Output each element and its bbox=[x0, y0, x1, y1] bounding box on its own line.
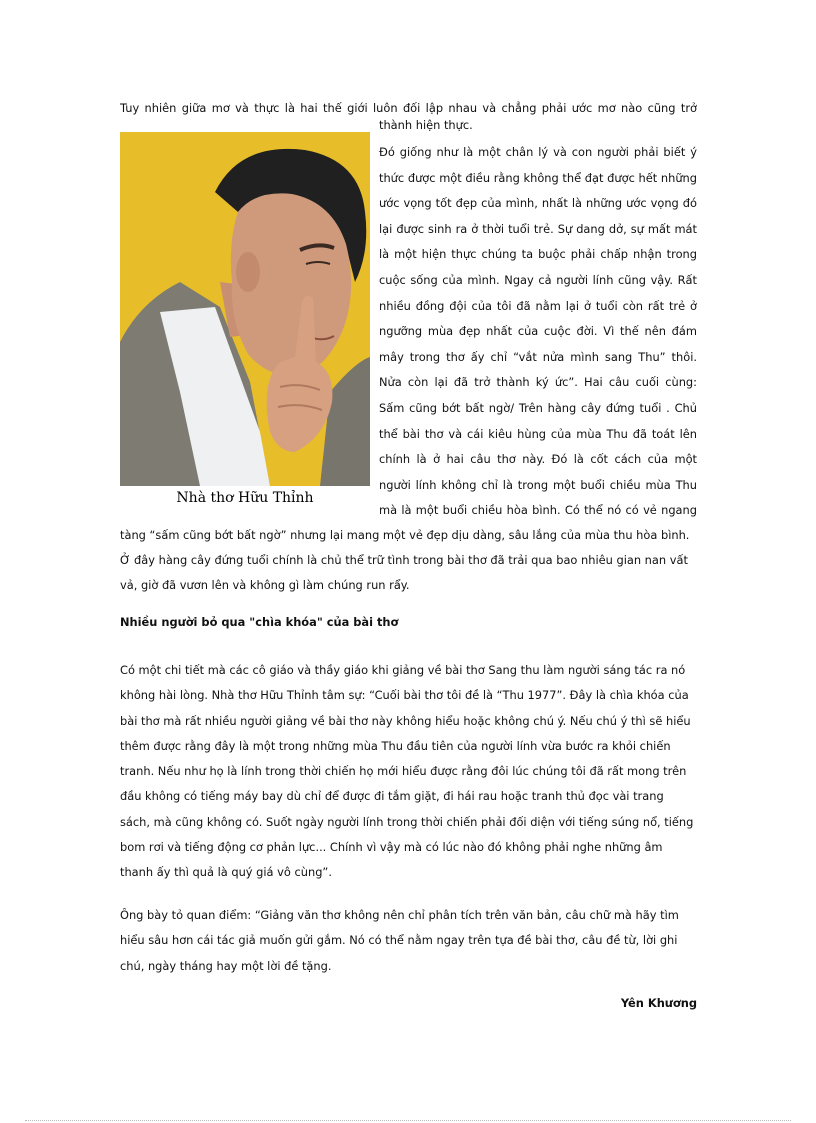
paragraph-line: không hài lòng. Nhà thơ Hữu Thỉnh tâm sự: “Cuối bài thơ tôi đề là “Thu 1977”. Đây là chìa khóa của bbox=[120, 688, 689, 703]
column-line: thể bài thơ và cái kiêu hùng của mùa Thu đã toát lên bbox=[379, 426, 697, 441]
column-line: thức được một điều rằng không thể đạt được hết những bbox=[379, 170, 697, 185]
column-line: Sấm cũng bớt bất ngờ/ Trên hàng cây đứng tuổi . Chủ bbox=[379, 400, 697, 415]
column-line: Nửa còn lại đã trở thành ký ức”. Hai câu cuối cùng: bbox=[379, 375, 697, 390]
intro-line-2: thành hiện thực. bbox=[379, 118, 473, 132]
column-line: chính là ở hai câu thơ này. Đó là cốt cách của một bbox=[379, 452, 697, 467]
paragraph-key-detail bbox=[120, 658, 697, 886]
paragraph-line: hiểu sâu hơn cái tác giả muốn gửi gắm. Nó có thể nằm ngay trên tựa đề bài thơ, câu đề từ, lời ghi bbox=[120, 933, 678, 948]
column-line: mà là một buổi chiều hòa bình. Có thể nó có vẻ ngang bbox=[379, 503, 697, 518]
poet-photo bbox=[120, 132, 370, 486]
author-signature: Yên Khương bbox=[620, 996, 697, 1010]
paragraph-line: đầu không có tiếng máy bay dù chỉ để được đi tắm giặt, đi hái rau hoặc tranh thủ đọc vài trang bbox=[120, 789, 664, 804]
column-line: Đó giống như là một chân lý và con người phải biết ý bbox=[379, 145, 697, 159]
photo-caption: Nhà thơ Hữu Thỉnh bbox=[176, 490, 314, 506]
paragraph-line: sách, mà cũng không có. Suốt ngày người lính trong thời chiến phải đối diện với tiếng súng nổ, tiếng bbox=[120, 814, 694, 829]
paragraph-continuation bbox=[120, 523, 697, 598]
paragraph-line: thanh ấy thì quả là quý giá vô cùng”. bbox=[120, 865, 332, 880]
paragraph-opinion bbox=[120, 903, 697, 979]
column-line: là một hiện thực chúng ta buộc phải chấp nhận trong bbox=[379, 247, 697, 262]
paragraph-line: vả, giờ đã vươn lên và không gì làm chúng run rẩy. bbox=[120, 578, 410, 592]
column-line: ước vọng tốt đẹp của mình, nhất là những ước vọng đó bbox=[379, 196, 697, 211]
column-line: người lính không chỉ là trong một buổi chiều mùa Thu bbox=[379, 477, 697, 492]
column-line: lại được sinh ra ở thời tuổi trẻ. Sự dang dở, sự mất mát bbox=[379, 221, 697, 236]
column-line: cuộc sống của mình. Ngay cả người lính cũng vậy. Rất bbox=[379, 272, 697, 287]
page-bottom-divider bbox=[25, 1120, 791, 1121]
column-line: mây trong thơ ấy chỉ “vắt nửa mình sang Thu” thôi. bbox=[379, 349, 697, 364]
paragraph-line: chú, ngày tháng hay một lời đề tặng. bbox=[120, 958, 332, 973]
paragraph-line: tranh. Nếu như họ là lính trong thời chiến họ mới hiểu được rằng đôi lúc chúng tôi đã rất mong trên bbox=[120, 764, 687, 779]
column-paragraph bbox=[379, 140, 697, 524]
column-line: ngưỡng mùa đẹp nhất của cuộc đời. Vì thế nên đám bbox=[379, 324, 697, 339]
column-line: nhiều đồng đội của tôi đã nằm lại ở tuổi còn rất trẻ ở bbox=[379, 298, 697, 313]
intro-line-1: Tuy nhiên giữa mơ và thực là hai thế giới luôn đối lập nhau và chẳng phải ước mơ nào cũng trở bbox=[120, 101, 697, 115]
paragraph-line: bom rơi và tiếng động cơ phản lực... Chính vì vậy mà có lúc nào đó không phải nghe những âm bbox=[120, 840, 663, 855]
paragraph-line: Ở đây hàng cây đứng tuổi chính là chủ thể trữ tình trong bài thơ đã trải qua bao nhiêu gian nan vất bbox=[120, 553, 688, 567]
section-heading: Nhiều người bỏ qua "chìa khóa" của bài thơ bbox=[120, 615, 399, 629]
paragraph-line: thêm được rằng đây là một trong những mùa Thu đầu tiên của người lính vừa bước ra khỏi chiến bbox=[120, 738, 671, 753]
poet-portrait-image bbox=[120, 132, 370, 486]
paragraph-line: bài thơ mà rất nhiều người giảng về bài thơ này không hiểu hoặc không chú ý. Nếu chú ý thì sẽ hiểu bbox=[120, 713, 691, 728]
paragraph-line: Ông bày tỏ quan điểm: “Giảng văn thơ không nên chỉ phân tích trên văn bản, câu chữ mà hãy tìm bbox=[120, 908, 679, 922]
paragraph-line: tàng “sấm cũng bớt bất ngờ” nhưng lại mang một vẻ đẹp dịu dàng, sâu lắng của mùa thu hòa bình. bbox=[120, 528, 690, 542]
paragraph-line: Có một chi tiết mà các cô giáo và thầy giáo khi giảng về bài thơ Sang thu làm người sáng tác ra nó bbox=[120, 663, 686, 677]
